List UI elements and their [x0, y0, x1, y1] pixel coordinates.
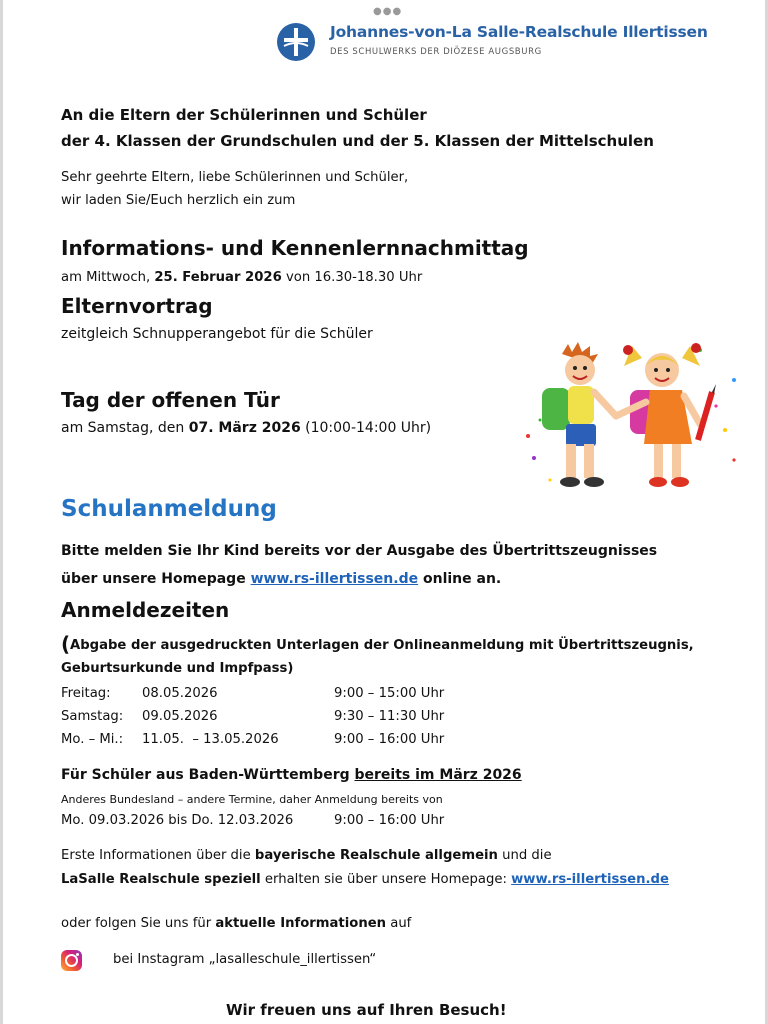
registration-line1: Bitte melden Sie Ihr Kind bereits vor der Ausgabe des Übertrittszeugnisses [61, 543, 658, 559]
greeting-line1: Sehr geehrte Eltern, liebe Schülerinnen und Schüler, [61, 170, 409, 185]
times-note-line1: Abgabe der ausgedruckten Unterlagen der Onlineanmeldung mit Übertrittszeugnis, [70, 638, 694, 653]
times-row-date: 08.05.2026 [142, 686, 218, 701]
times-row-date: 11.05. – 13.05.2026 [142, 732, 279, 747]
children-with-backpacks-illustration [520, 340, 742, 500]
registration-line2: über unsere Homepage www.rs-illertissen.de online an. [61, 571, 502, 587]
times-note-line2: Geburtsurkunde und Impfpass) [61, 661, 294, 676]
bw-note: Anderes Bundesland – andere Termine, daher Anmeldung bereits von [61, 793, 443, 806]
parents-talk-text: zeitgleich Schnupperangebot für die Schüler [61, 326, 373, 342]
bw-title: Für Schüler aus Baden-Württemberg bereits im März 2026 [61, 767, 522, 783]
times-row-time: 9:00 – 16:00 Uhr [334, 732, 445, 747]
bw-time: 9:00 – 16:00 Uhr [334, 813, 445, 828]
school-subtitle: DES SCHULWERKS DER DIÖZESE AUGSBURG [330, 47, 542, 57]
open-day-title: Tag der offenen Tür [61, 388, 280, 412]
bw-dates: Mo. 09.03.2026 bis Do. 12.03.2026 [61, 813, 294, 828]
greeting-line2: wir laden Sie/Euch herzlich ein zum [61, 193, 296, 208]
page-indicator-dots: ●●● [373, 6, 403, 17]
registration-times-title: Anmeldezeiten [61, 598, 230, 622]
addressee-line2: der 4. Klassen der Grundschulen und der 5. Klassen der Mittelschulen [61, 132, 654, 150]
follow-line: oder folgen Sie uns für aktuelle Informationen auf [61, 916, 412, 931]
times-row-day: Samstag: [61, 709, 124, 724]
times-row-day: Mo. – Mi.: [61, 732, 124, 747]
addressee-line1: An die Eltern der Schülerinnen und Schüler [61, 106, 427, 124]
closing-line: Wir freuen uns auf Ihren Besuch! [226, 1001, 507, 1019]
more-info-line1: Erste Informationen über die bayerische Realschule allgemein und die [61, 848, 552, 863]
instagram-text: bei Instagram „lasalleschule_illertissen“ [113, 952, 377, 967]
school-cross-icon [276, 22, 316, 62]
school-logo [276, 20, 708, 64]
times-row-day: Freitag: [61, 686, 111, 701]
homepage-link-2[interactable]: www.rs-illertissen.de [511, 872, 669, 887]
more-info-line2: LaSalle Realschule speziell erhalten sie über unsere Homepage: www.rs-illertissen.de [61, 872, 669, 887]
info-afternoon-title: Informations- und Kennenlernnachmittag [61, 236, 529, 260]
times-note-paren: ( [61, 632, 71, 656]
times-row-time: 9:30 – 11:30 Uhr [334, 709, 445, 724]
homepage-link[interactable]: www.rs-illertissen.de [250, 571, 419, 587]
school-name: Johannes-von-La Salle-Realschule Illertissen [330, 23, 708, 41]
info-afternoon-date: am Mittwoch, 25. Februar 2026 von 16.30-18.30 Uhr [61, 270, 423, 285]
times-row-time: 9:00 – 15:00 Uhr [334, 686, 445, 701]
instagram-icon[interactable] [61, 950, 82, 971]
page-edge-left [0, 0, 3, 1024]
times-row-date: 09.05.2026 [142, 709, 218, 724]
registration-title: Schulanmeldung [61, 496, 277, 522]
parents-talk-title: Elternvortrag [61, 294, 213, 318]
open-day-date: am Samstag, den 07. März 2026 (10:00-14:00 Uhr) [61, 420, 432, 436]
